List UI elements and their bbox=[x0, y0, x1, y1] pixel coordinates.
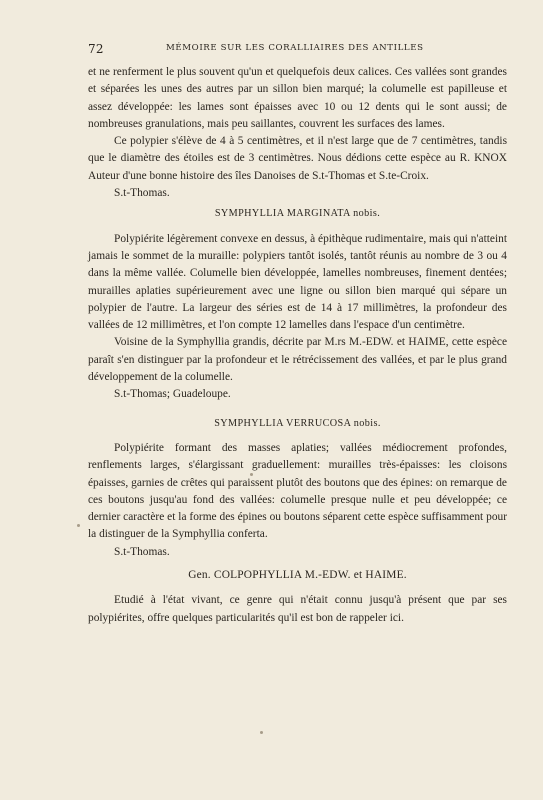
running-title: MÉMOIRE SUR LES CORALLIAIRES DES ANTILLES bbox=[166, 43, 424, 53]
page-body bbox=[88, 64, 507, 627]
paper-speck bbox=[260, 731, 263, 734]
paragraph: Voisine de la Symphyllia grandis, décrite par M.rs M.-EDW. et HAIME, cette espèce paraît s'en distinguer par la profondeur et le rétrécissement des vallées, et par le plus grand développement de la columelle. bbox=[88, 336, 507, 384]
paragraph: Ce polypier s'élève de 4 à 5 centimètres, et il n'est large que de 7 centimètres, tandis que le diamètre des étoiles est de 3 centimètres. Nous dédions cette espèce au R. KNOX Auteur d'une bonne histoire des îles Danoises de S.t-Thomas et S.te-Croix. bbox=[88, 135, 507, 182]
page-number: 72 bbox=[88, 42, 104, 56]
paper-speck bbox=[77, 524, 80, 527]
species-heading: SYMPHYLLIA MARGINATA nobis. bbox=[214, 208, 381, 220]
paragraph: Etudié à l'état vivant, ce genre qui n'était connu jusqu'à présent que par ses polypiérites, offre quelques particularités qu'il est bon de rappeler ici. bbox=[88, 594, 507, 624]
paper-speck bbox=[250, 473, 253, 476]
genus-heading: Gen. COLPOPHYLLIA M.-EDW. et HAIME. bbox=[188, 569, 407, 582]
locality-line: S.t-Thomas. bbox=[114, 545, 170, 558]
locality-line: S.t-Thomas; Guadeloupe. bbox=[114, 388, 231, 401]
paragraph: Polypiérite formant des masses aplaties; vallées médiocrement profondes, renflements larges, s'élargissant graduellement: murailles très-épaisses: les cloisons épaisses, garnies de crêtes qui paraissent plutôt des boutons que des épines: on remarque de ces boutons jusqu'au fond des vallées: columelle presque nulle et peu développée; ce dernier caractère et la forme des épines ou boutons séparent cette espèce suffisamment pour la distinguer de la Symphyllia conferta. bbox=[88, 441, 507, 541]
locality-line: S.t-Thomas. bbox=[114, 187, 170, 200]
species-heading: SYMPHYLLIA VERRUCOSA nobis. bbox=[214, 417, 381, 429]
paragraph: Polypiérite légèrement convexe en dessus, à épithèque rudimentaire, mais qui n'atteint jamais le sommet de la muraille: polypiers tantôt isolés, tantôt réunis au nombre de 3 ou 4 dans la même vallée. Columelle bien développée, lamelles nombreuses, finement dentées; murailles aplaties supérieurement avec une ligne ou sillon bien marqué qui sépare un polypier de l'autre. La largeur des séries est de 14 à 17 millimètres, la profondeur des vallées de 12 millimètres, et l'on compte 12 lamelles dans l'espace d'un centimètre. bbox=[88, 232, 508, 332]
paragraph: et ne renferment le plus souvent qu'un et quelquefois deux calices. Ces vallées sont grandes et séparées les unes des autres par un sillon bien marqué; la columelle est papilleuse et assez développée: les lames sont épaisses avec 10 ou 12 dents qui le sont aussi; de nombreuses granulations, mais peu saillantes, couvrent les surfaces des lames. bbox=[88, 66, 507, 130]
